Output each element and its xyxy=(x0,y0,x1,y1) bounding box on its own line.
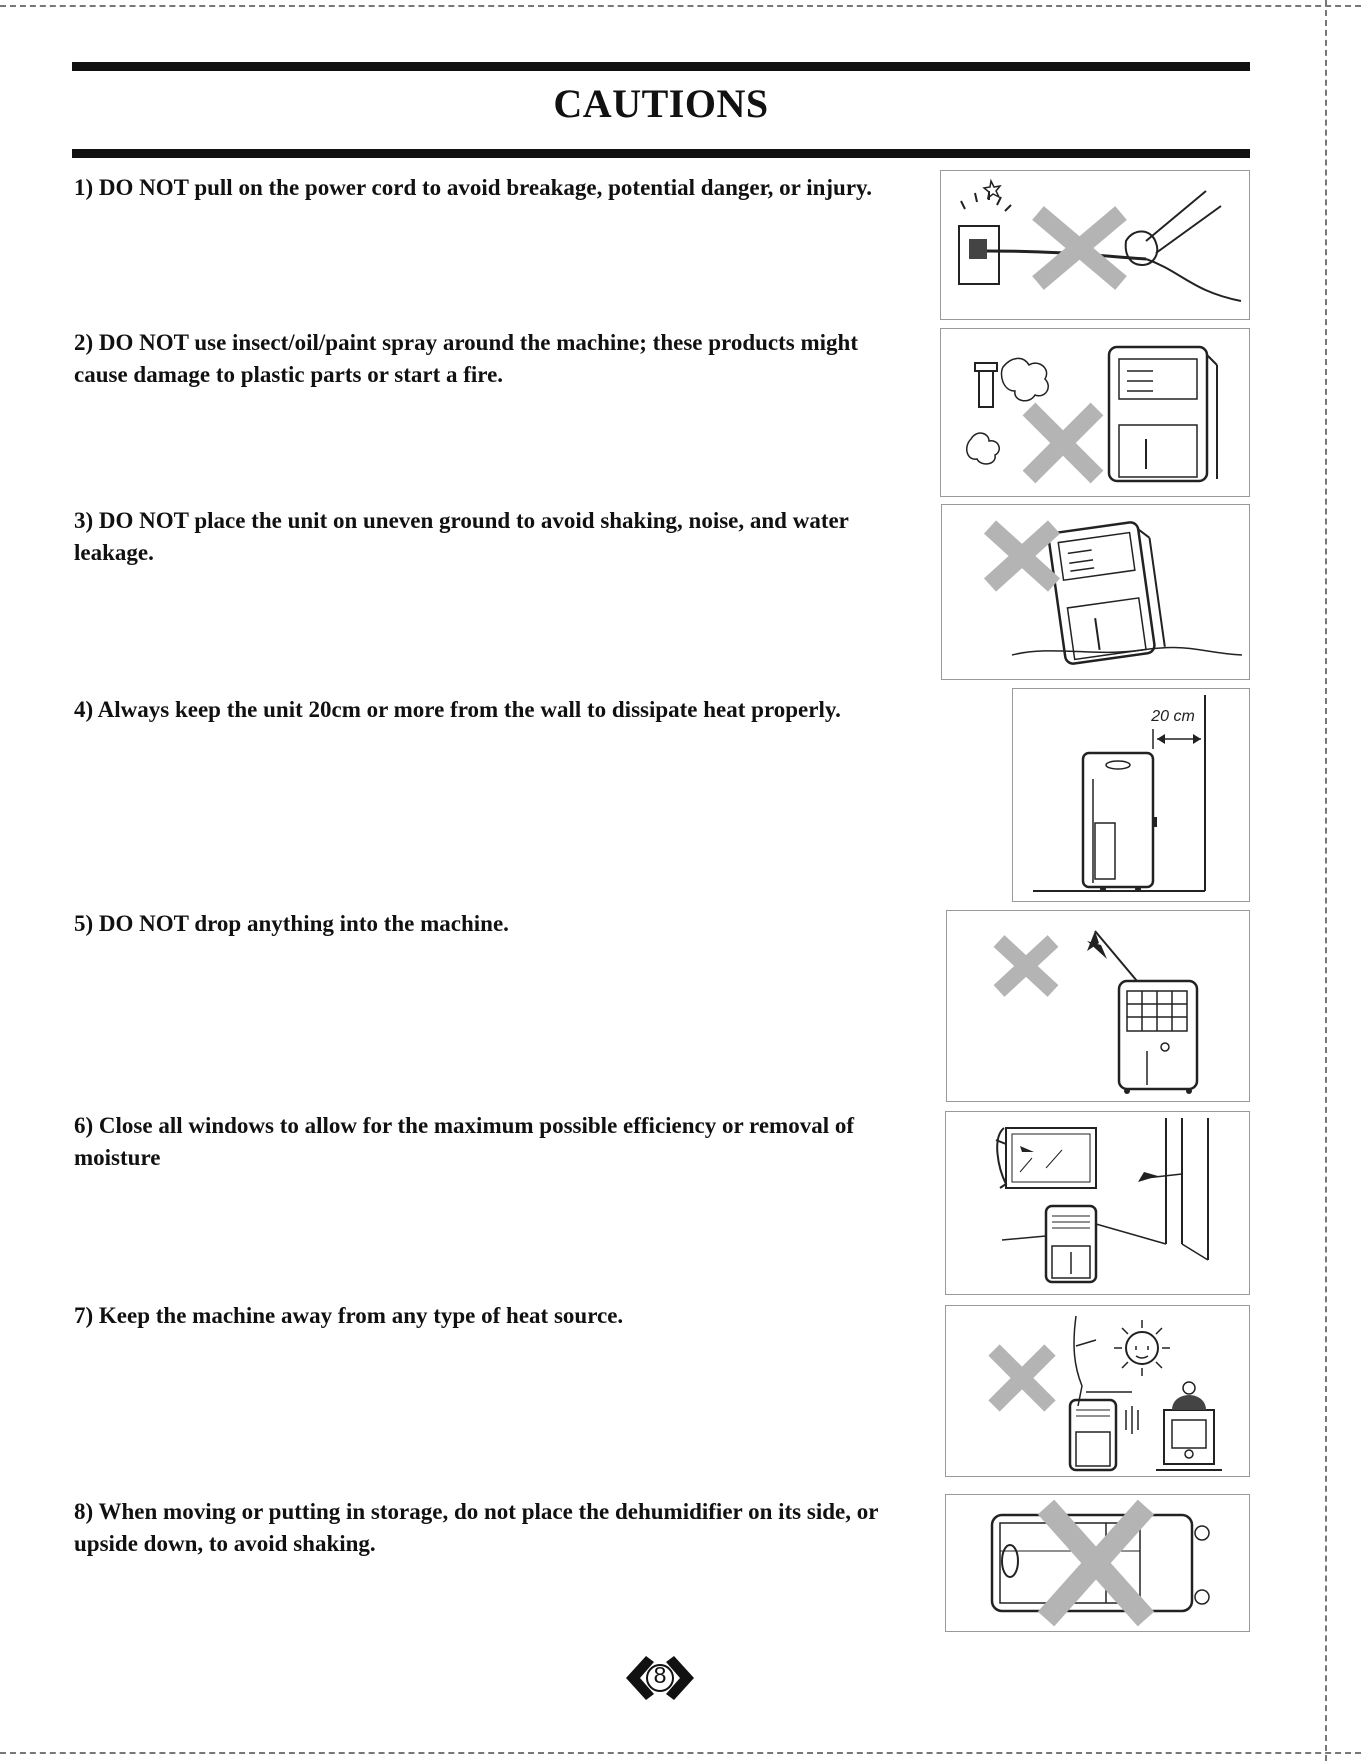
page-title: CAUTIONS xyxy=(553,81,769,126)
close-windows-illustration xyxy=(945,1111,1250,1295)
title-rule-top xyxy=(72,62,1250,71)
title-rule-bottom xyxy=(72,149,1250,158)
page-dashed-border-top xyxy=(0,5,1361,7)
clearance-label: 20 cm xyxy=(1151,708,1195,725)
drop-object-prohibited-illustration xyxy=(946,910,1250,1102)
caution-item-1: 1) DO NOT pull on the power cord to avoid breakage, potential danger, or injury. xyxy=(74,175,873,200)
uneven-ground-prohibited-illustration xyxy=(941,504,1250,680)
upside-down-prohibited-illustration xyxy=(945,1494,1250,1632)
heat-source-prohibited-illustration xyxy=(945,1305,1250,1477)
page-dashed-border-right xyxy=(1325,0,1327,1761)
caution-item-3: 3) DO NOT place the unit on uneven ground to avoid shaking, noise, and water leakage. xyxy=(74,508,849,565)
caution-item-7: 7) Keep the machine away from any type of heat source. xyxy=(74,1303,624,1328)
caution-item-5: 5) DO NOT drop anything into the machine. xyxy=(74,911,509,936)
caution-item-8: 8) When moving or putting in storage, do not place the dehumidifier on its side, or upside down, to avoid shaking. xyxy=(74,1499,879,1556)
caution-item-2: 2) DO NOT use insect/oil/paint spray around the machine; these products might cause damage to plastic parts or start a fire. xyxy=(74,330,858,387)
spray-prohibited-illustration xyxy=(940,328,1250,497)
caution-item-4: 4) Always keep the unit 20cm or more from the wall to dissipate heat properly. xyxy=(74,697,841,722)
page-number: 8 xyxy=(653,1662,667,1688)
wall-clearance-illustration xyxy=(1012,688,1250,902)
page-dashed-border-bottom xyxy=(0,1752,1361,1754)
caution-item-6: 6) Close all windows to allow for the maximum possible efficiency or removal of moisture xyxy=(74,1113,855,1170)
pull-cord-prohibited-illustration xyxy=(940,170,1250,320)
